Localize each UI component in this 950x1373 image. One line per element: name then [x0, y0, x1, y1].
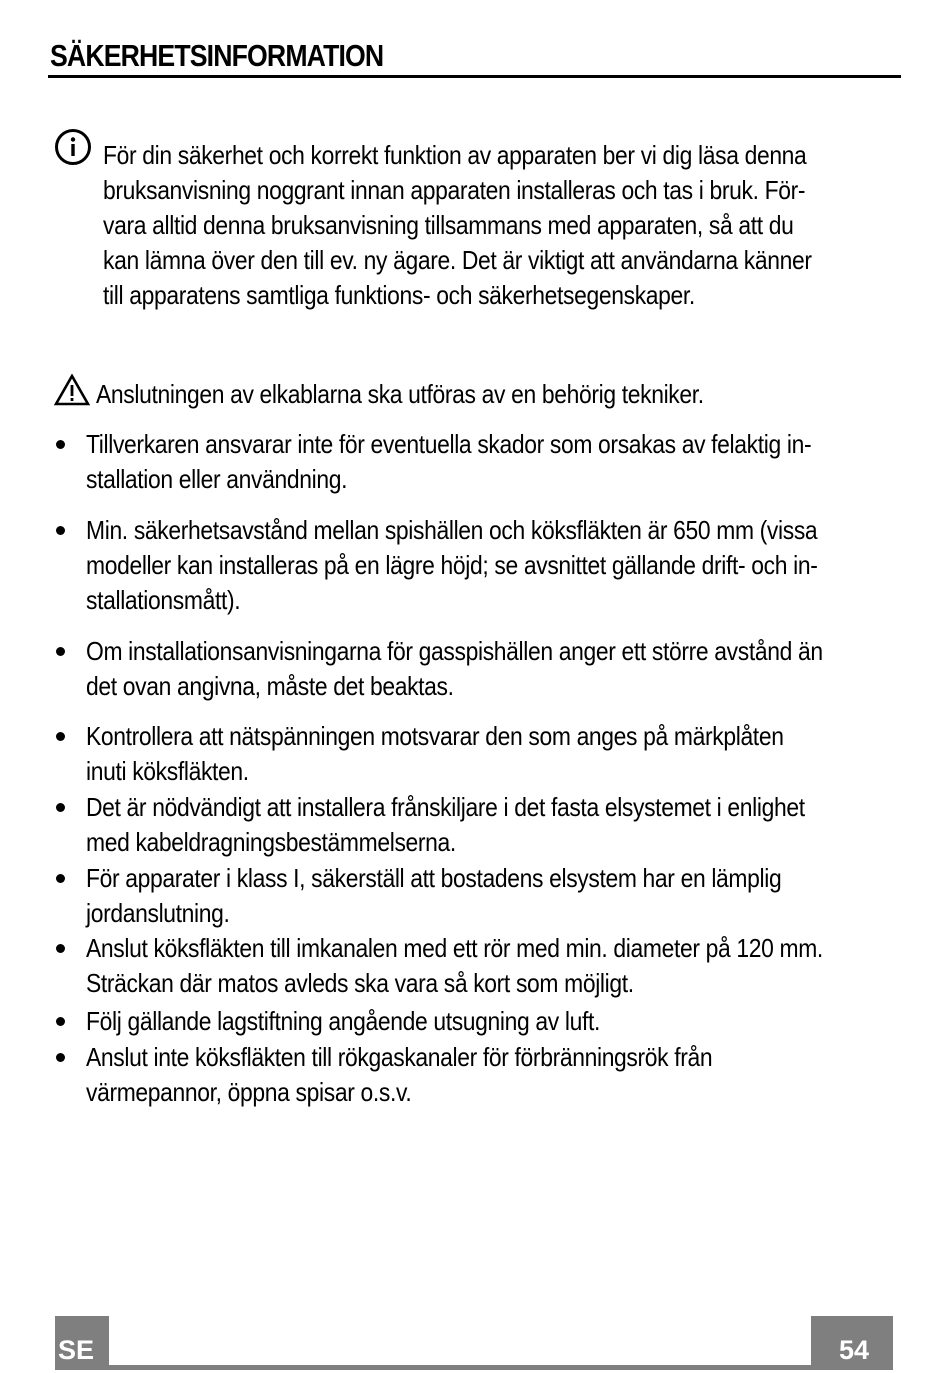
title-divider: [48, 75, 901, 78]
intro-line: vara alltid denna bruksanvisning tillsammans med apparaten, så att du: [103, 210, 794, 240]
list-item-line: Min. säkerhetsavstånd mellan spishällen och köksfläkten är 650 mm (vissa: [86, 515, 818, 545]
list-item: [86, 427, 874, 497]
list-item: [86, 1040, 874, 1110]
intro-line: För din säkerhet och korrekt funktion av apparaten ber vi dig läsa denna: [103, 140, 807, 170]
bullet-dot: [56, 526, 65, 535]
intro-line: bruksanvisning noggrant innan apparaten installeras och tas i bruk. För-: [103, 175, 806, 205]
list-item-line: Kontrollera att nätspänningen motsvarar den som anges på märkplåten: [86, 721, 784, 751]
intro-line: kan lämna över den till ev. ny ägare. Det är viktigt att användarna känner: [103, 245, 812, 275]
bullet-dot: [56, 1053, 65, 1062]
list-item-line: Anslut köksfläkten till imkanalen med ett rör med min. diameter på 120 mm.: [86, 933, 823, 963]
list-item-line: modeller kan installeras på en lägre höjd; se avsnittet gällande drift- och in-: [86, 550, 818, 580]
list-item: [86, 634, 874, 704]
page-number-tab: [811, 1316, 893, 1370]
list-item-line: Det är nödvändigt att installera frånskiljare i det fasta elsystemet i enlighet: [86, 792, 805, 822]
list-item-line: värmepannor, öppna spisar o.s.v.: [86, 1077, 412, 1107]
list-item: [86, 719, 874, 789]
list-item-line: För apparater i klass I, säkerställ att bostadens elsystem har en lämplig: [86, 863, 782, 893]
list-item-line: stallationsmått).: [86, 585, 241, 615]
bullet-dot: [56, 732, 65, 741]
list-item: [86, 931, 874, 1001]
bullet-dot: [56, 803, 65, 812]
list-item-line: inuti köksfläkten.: [86, 756, 249, 786]
bullet-dot: [56, 1017, 65, 1026]
list-item-line: Sträckan där matos avleds ska vara så kort som möjligt.: [86, 968, 634, 998]
list-item: [86, 861, 874, 931]
bullet-dot: [56, 647, 65, 656]
language-tab: [55, 1316, 109, 1370]
list-item-line: Följ gällande lagstiftning angående utsugning av luft.: [86, 1006, 600, 1036]
list-item: [86, 1004, 874, 1039]
language-code: SE: [58, 1335, 95, 1365]
list-item-line: jordanslutning.: [86, 898, 230, 928]
list-item-line: med kabeldragningsbestämmelserna.: [86, 827, 456, 857]
warning-text: Anslutningen av elkablarna ska utföras av en behörig tekniker.: [96, 379, 704, 409]
list-item-line: stallation eller användning.: [86, 464, 348, 494]
list-item: [86, 790, 874, 860]
info-circle-icon: [54, 128, 92, 166]
intro-line: till apparatens samtliga funktions- och säkerhetsegenskaper.: [103, 280, 695, 310]
list-item-line: Anslut inte köksfläkten till rökgaskanaler för förbränningsrök från: [86, 1042, 713, 1072]
footer-rule: [109, 1365, 811, 1370]
intro-paragraph: [103, 138, 873, 313]
warning-triangle-icon: [54, 374, 90, 406]
bullet-dot: [56, 944, 65, 953]
list-item-line: det ovan angivna, måste det beaktas.: [86, 671, 454, 701]
bullet-dot: [56, 874, 65, 883]
page-title: SÄKERHETSINFORMATION: [50, 38, 384, 73]
list-item-line: Om installationsanvisningarna för gasspishällen anger ett större avstånd än: [86, 636, 823, 666]
list-item: [86, 513, 874, 618]
bullet-dot: [56, 440, 65, 449]
list-item-line: Tillverkaren ansvarar inte för eventuella skador som orsakas av felaktig in-: [86, 429, 812, 459]
page-number: 54: [838, 1335, 869, 1365]
